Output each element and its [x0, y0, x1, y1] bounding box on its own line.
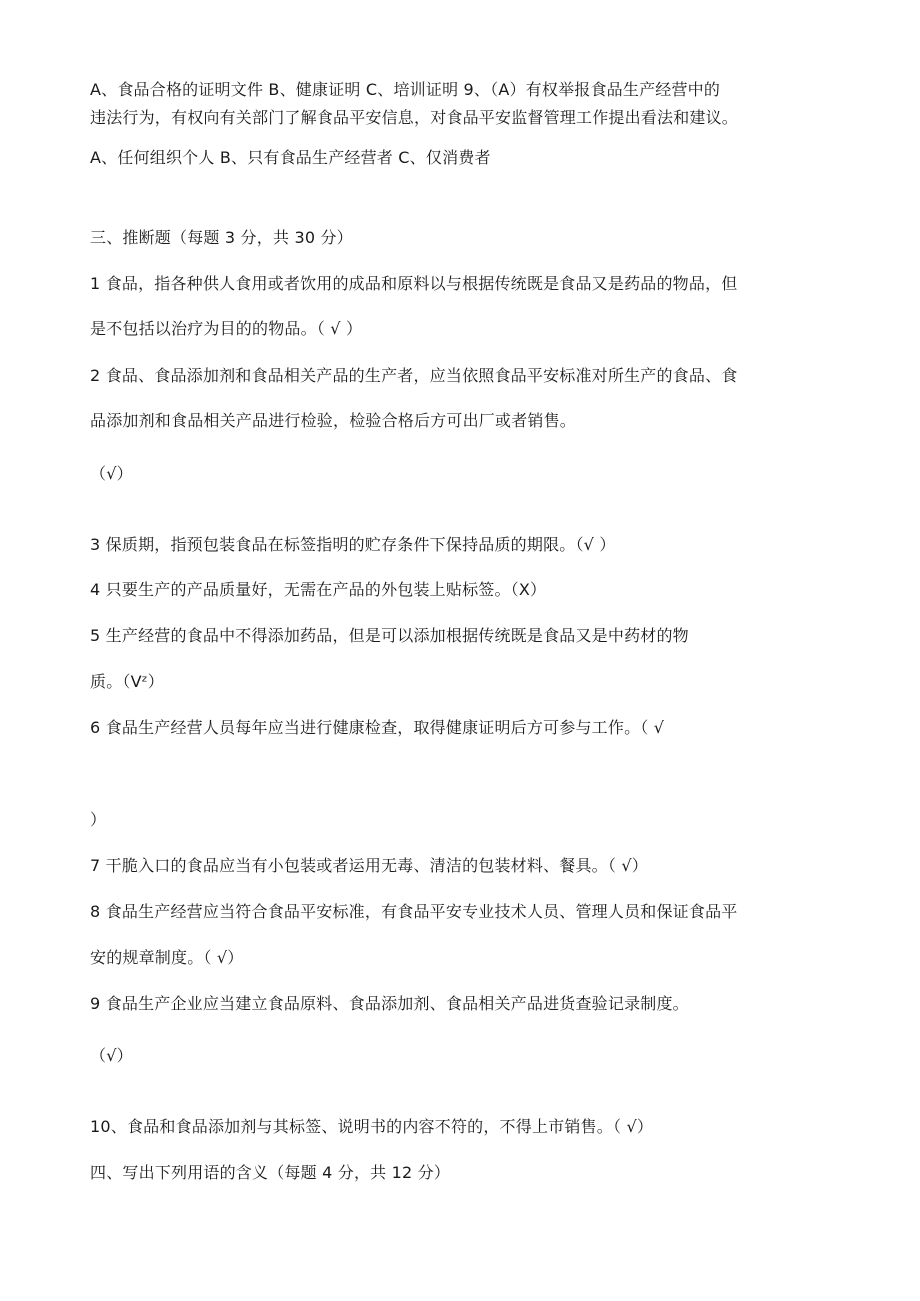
text-line-18: 安的规章制度。（ √）: [90, 948, 244, 967]
text-line-3: A、任何组织个人 B、只有食品生产经营者 C、仅消费者: [90, 148, 491, 167]
text-line-7: 2 食品、食品添加剂和食品相关产品的生产者，应当依照食品平安标准对所生产的食品、食: [90, 366, 738, 385]
text-line-11: 4 只要生产的产品质量好，无需在产品的外包装上贴标签。（X）: [90, 580, 547, 599]
text-line-9: （√）: [90, 464, 133, 483]
text-line-6: 是不包括以治疗为目的的物品。（ √ ）: [90, 319, 363, 338]
text-line-2: 违法行为，有权向有关部门了解食品平安信息，对食品平安监督管理工作提出看法和建议。: [90, 108, 739, 127]
text-line-16: 7 干脆入口的食品应当有小包装或者运用无毒、清洁的包装材料、餐具。（ √）: [90, 856, 648, 875]
text-line-13: 质。（Vᶻ）: [90, 672, 165, 691]
text-line-21: 10、食品和食品添加剂与其标签、说明书的内容不符的，不得上市销售。（ √）: [90, 1117, 654, 1136]
text-line-15: ）: [90, 810, 107, 829]
text-line-1: A、食品合格的证明文件 B、健康证明 C、培训证明 9、（A）有权举报食品生产经营中的: [90, 80, 721, 99]
text-line-10: 3 保质期，指预包装食品在标签指明的贮存条件下保持品质的期限。（√ ）: [90, 535, 616, 554]
text-line-19: 9 食品生产企业应当建立食品原料、食品添加剂、食品相关产品进货查验记录制度。: [90, 994, 689, 1013]
section-heading-3: 三、推断题（每题 3 分，共 30 分）: [90, 228, 353, 247]
text-line-14: 6 食品生产经营人员每年应当进行健康检查，取得健康证明后方可参与工作。（ √: [90, 718, 665, 737]
text-line-12: 5 生产经营的食品中不得添加药品，但是可以添加根据传统既是食品又是中药材的物: [90, 626, 689, 645]
text-line-17: 8 食品生产经营应当符合食品平安标准，有食品平安专业技术人员、管理人员和保证食品平: [90, 902, 738, 921]
text-line-5: 1 食品，指各种供人食用或者饮用的成品和原料以与根据传统既是食品又是药品的物品，但: [90, 274, 738, 293]
text-line-20: （√）: [90, 1046, 133, 1065]
text-line-8: 品添加剂和食品相关产品进行检验，检验合格后方可出厂或者销售。: [90, 411, 577, 430]
section-heading-4: 四、写出下列用语的含义（每题 4 分，共 12 分）: [90, 1163, 451, 1182]
